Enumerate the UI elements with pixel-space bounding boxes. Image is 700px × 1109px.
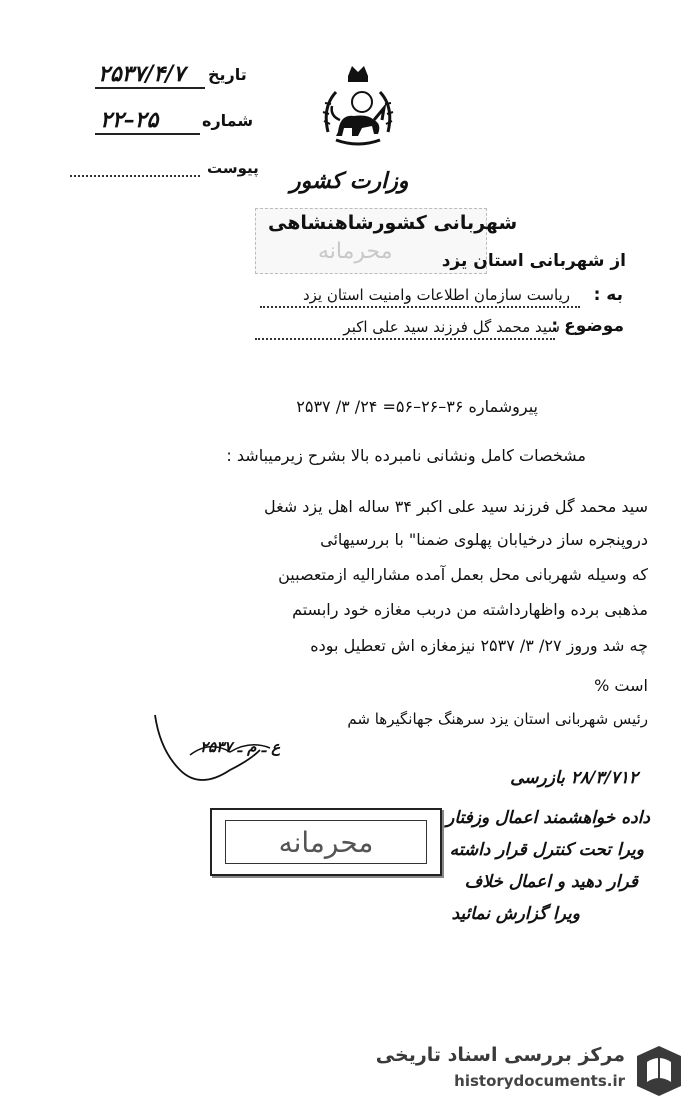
from-line: از شهربانی استان یزد xyxy=(441,251,626,271)
body-line-7: است % xyxy=(594,676,648,695)
header-block xyxy=(90,55,260,185)
date-underline xyxy=(95,87,205,89)
document-title: شهربانی کشورشاهنشاهی xyxy=(268,212,518,234)
subject-dotted-line xyxy=(255,338,555,340)
to-label: به : xyxy=(593,285,623,305)
handwritten-note-4: قرار دهید و اعمال خلاف xyxy=(464,872,638,892)
date-label: تاریخ xyxy=(208,65,247,84)
to-value: ریاست سازمان اطلاعات وامنیت استان یزد xyxy=(302,286,570,304)
handwritten-note-1: ۲۸/۳/۷۱۲ بازرسی xyxy=(510,768,638,788)
signature-scribble-icon xyxy=(150,710,310,800)
archive-logo-icon xyxy=(633,1042,685,1098)
number-label: شماره xyxy=(202,111,254,130)
confidential-stamp xyxy=(210,808,442,876)
body-line-5: مذهبی برده واظهارداشته من دربب مغازه خود رابستم xyxy=(292,600,648,619)
footer-url: historydocuments.ir xyxy=(454,1072,625,1090)
title-stamp-text: محرمانه xyxy=(318,239,393,264)
body-line-3: دروپنجره ساز درخیابان پهلوی ضمنا" با بررسیهائی xyxy=(320,530,648,549)
number-underline xyxy=(95,133,200,135)
attachment-label: پیوست xyxy=(207,159,259,177)
ministry-name: وزارت کشور xyxy=(290,168,409,194)
body-line-6: چه شد وروز ۲۷/ ۳/ ۲۵۳۷ نیزمغازه اش تعطیل بوده xyxy=(310,636,648,655)
signature-mark: ع ـ م ـ ۲۵۳۷ xyxy=(200,738,281,756)
footer-watermark xyxy=(375,1042,685,1102)
subject-value: سید محمد گل فرزند سید علی اکبر xyxy=(343,318,560,336)
date-value: ۲۵۳۷/۴/۷ xyxy=(98,61,185,87)
number-value: ۲۲–۲۵ xyxy=(100,107,159,133)
lion-sun-emblem-icon xyxy=(318,62,398,162)
to-dotted-line xyxy=(260,306,580,308)
body-line-1: مشخصات کامل ونشانی نامبرده بالا بشرح زیرمیباشد : xyxy=(226,446,586,465)
handwritten-note-3: ویرا تحت کنترل قرار داشته xyxy=(449,840,644,860)
subject-label: موضوع : xyxy=(551,316,624,336)
footer-center-name: مرکز بررسی اسناد تاریخی xyxy=(375,1044,625,1066)
confidential-stamp-text: محرمانه xyxy=(225,820,427,864)
reference-line: پیروشماره ۳۶–۲۶–۵۶= ۲۴/ ۳/ ۲۵۳۷ xyxy=(296,397,538,416)
handwritten-note-2: داده خواهشمند اعمال وزفتار xyxy=(446,808,650,828)
body-line-2: سید محمد گل فرزند سید علی اکبر ۳۴ ساله اهل یزد شغل xyxy=(263,497,648,516)
signature-line: رئیس شهربانی استان یزد سرهنگ جهانگیرها شم xyxy=(347,710,648,728)
handwritten-note-5: ویرا گزارش نمائید xyxy=(451,904,580,924)
body-line-4: که وسیله شهربانی محل بعمل آمده مشارالیه ازمتعصبین xyxy=(278,565,648,584)
attachment-dotted-line xyxy=(70,175,200,177)
